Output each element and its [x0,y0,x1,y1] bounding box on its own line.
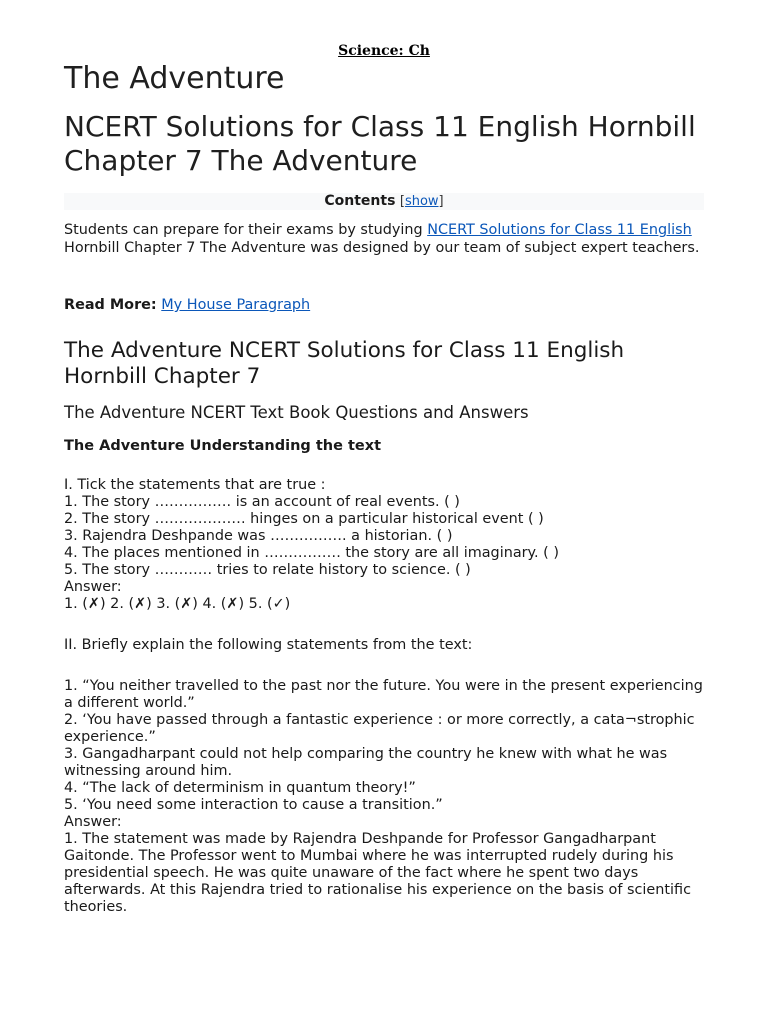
part1-answer-label: Answer: [64,579,122,595]
part2-item: 5. ‘You need some interaction to cause a transition.” [64,797,443,813]
part2-block [64,678,704,916]
part1-item: 4. The places mentioned in ……………. the story are all imaginary. ( ) [64,545,559,561]
intro-text-before: Students can prepare for their exams by studying [64,222,428,238]
part1-prompt: I. Tick the statements that are true : [64,477,326,493]
understanding-heading: The Adventure Understanding the text [64,438,382,454]
section-heading: The Adventure NCERT Solutions for Class 11 English Hornbill Chapter 7 [64,338,625,389]
toc-close-bracket: ] [438,194,444,209]
page-header [0,43,768,59]
part2-prompt: II. Briefly explain the following statements from the text: [64,637,473,653]
table-of-contents [64,193,704,210]
part2-prompt-block [64,637,704,654]
toc-toggle [400,194,444,209]
toc-show-link[interactable]: show [404,194,439,209]
toc-title: Contents [324,193,396,209]
part2-item: 2. ‘You have passed through a fantastic experience : or more correctly, a cata¬strophic experience.” [64,712,695,745]
ncert-solutions-link[interactable]: NCERT Solutions for Class 11 English [427,222,692,238]
part1-answer: 1. (✗) 2. (✗) 3. (✗) 4. (✗) 5. (✓) [64,596,291,612]
part1-item: 3. Rajendra Deshpande was ……………. a historian. ( ) [64,528,453,544]
toc-open-bracket: [ [399,194,405,209]
part1-item: 5. The story ………… tries to relate history to science. ( ) [64,562,471,578]
part2-item: 4. “The lack of determinism in quantum theory!” [64,780,416,796]
read-more [64,296,310,314]
intro-paragraph [64,222,704,257]
part1-item: 2. The story ………………. hinges on a particular historical event ( ) [64,511,544,527]
subsection-heading: The Adventure NCERT Text Book Questions and Answers [64,403,529,422]
article-heading: NCERT Solutions for Class 11 English Hornbill Chapter 7 The Adventure [64,110,696,177]
part2-item: 1. “You neither travelled to the past nor the future. You were in the present experiencing a different world.” [64,678,703,711]
page-title: The Adventure [64,61,285,96]
part2-answer-1: 1. The statement was made by Rajendra Deshpande for Professor Gangadharpant Gaitonde. The Professor went to Mumbai where he was interrupted rudely during his presidential speech. He was quite unaware of the fact where he spent two days afterwards. At this Rajendra tried to rationalise his experience on the basis of scientific theories. [64,831,691,915]
part2-item: 3. Gangadharpant could not help comparing the country he knew with what he was witnessing around him. [64,746,668,779]
read-more-label: Read More: [64,297,157,313]
part1-item: 1. The story ……………. is an account of real events. ( ) [64,494,460,510]
part1-block [64,477,704,613]
intro-text-after: Hornbill Chapter 7 The Adventure was designed by our team of subject expert teachers. [64,239,700,256]
read-more-link[interactable]: My House Paragraph [161,297,311,313]
subject-label: Science: Ch [338,43,430,59]
part2-answer-label: Answer: [64,814,122,830]
